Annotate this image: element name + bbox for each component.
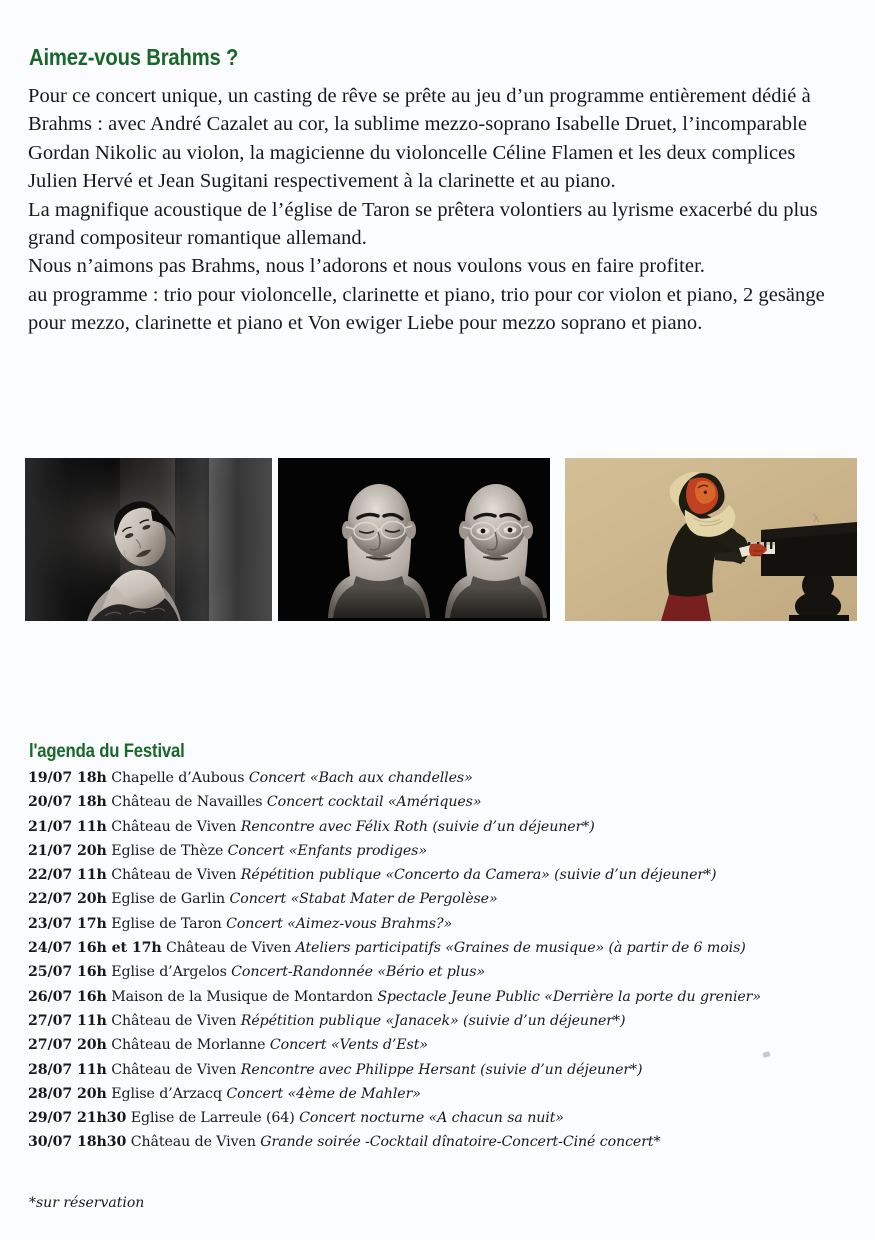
paragraph-brahms: Nous n’aimons pas Brahms, nous l’adorons et nous voulons vous en faire profiter. [28,255,705,278]
agenda-date: 19/07 18h [28,770,107,786]
photo-brahms-illustration [565,458,857,621]
agenda-date: 21/07 20h [28,842,107,859]
paragraph-programme: au programme : trio pour violoncelle, clarinette et piano, trio pour cor violon et piano, 2 gesänge pour mezzo, clarinette et piano et Von ewiger Liebe pour mezzo soprano et piano. [28,283,825,335]
agenda-date: 25/07 16h [28,964,107,981]
list-item [28,1009,850,1033]
list-item [28,1082,850,1106]
agenda-event: Rencontre avec Philippe Hersant (suivie d’un déjeuner*) [240,1061,643,1078]
list-item [28,936,850,960]
list-item [28,1106,850,1130]
photo-mezzo-soprano [25,458,272,621]
list-item [28,815,850,839]
agenda-venue: Eglise de Thèze [111,842,228,859]
list-item [28,1033,850,1057]
agenda-event: Concert «4ème de Mahler» [226,1085,421,1102]
agenda-date: 27/07 11h [28,1012,107,1029]
agenda-date: 26/07 16h [28,988,107,1005]
agenda-venue: Château de Viven [111,1061,241,1078]
agenda-event: Concert «Vents d’Est» [269,1037,428,1054]
list-item [28,839,850,863]
photo-strip [25,458,857,621]
agenda-event: Concert «Bach aux chandelles» [248,770,473,786]
agenda-event: Concert nocturne «A chacun sa nuit» [299,1110,564,1127]
agenda-event: Concert-Randonnée «Bério et plus» [231,964,486,981]
agenda-date: 24/07 16h et 17h [28,940,162,957]
agenda-venue: Chapelle d’Aubous [111,770,249,786]
agenda-event: Ateliers participatifs «Graines de musique» (à partir de 6 mois) [295,940,746,957]
agenda-date: 22/07 11h [28,867,107,884]
agenda-date: 22/07 20h [28,891,107,908]
agenda-event: Grande soirée -Cocktail dînatoire-Concert-Ciné concert* [260,1134,661,1151]
agenda-event: Rencontre avec Félix Roth (suivie d’un déjeuner*) [240,818,595,835]
agenda-venue: Château de Viven [130,1134,261,1151]
agenda-date: 28/07 11h [28,1061,107,1078]
list-item [28,863,850,887]
list-item [28,766,850,790]
agenda-date: 23/07 17h [28,915,107,932]
photo-duo-portrait [278,458,550,621]
reservation-footnote: *sur réservation [29,1195,145,1211]
agenda-venue: Eglise de Larreule (64) [130,1110,300,1127]
agenda-venue: Château de Viven [166,940,296,957]
agenda-venue: Château de Morlanne [111,1037,270,1054]
list-item [28,887,850,911]
agenda-venue: Eglise de Taron [111,915,227,932]
agenda-venue: Maison de la Musique de Montardon [111,988,378,1005]
agenda-event: Répétition publique «Concerto da Camera» (suivie d’un déjeuner*) [240,867,717,884]
agenda-venue: Château de Viven [111,867,241,884]
agenda-venue: Eglise d’Argelos [111,964,232,981]
list-item [28,790,850,814]
agenda-event: Concert «Aimez-vous Brahms?» [226,915,453,932]
agenda-date: 28/07 20h [28,1085,107,1102]
agenda-title: l'agenda du Festival [29,741,185,762]
agenda-event: Concert «Stabat Mater de Pergolèse» [229,891,498,908]
list-item [28,1058,850,1082]
agenda-date: 21/07 11h [28,818,107,835]
paragraph-acoustics: La magnifique acoustique de l’église de Taron se prêtera volontiers au lyrisme exacerbé du plus grand compositeur romantique allemand. [28,198,818,250]
agenda-venue: Eglise d’Arzacq [111,1085,227,1102]
agenda-date: 29/07 21h30 [28,1110,127,1127]
agenda-event: Spectacle Jeune Public «Derrière la porte du grenier» [377,988,761,1005]
concert-description [28,82,840,338]
agenda-date: 27/07 20h [28,1037,107,1054]
agenda-venue: Eglise de Garlin [111,891,230,908]
agenda-venue: Château de Viven [111,1012,241,1029]
agenda-list [28,766,850,1155]
agenda-date: 20/07 18h [28,794,107,811]
agenda-venue: Château de Viven [111,818,241,835]
agenda-venue: Château de Navailles [111,794,267,811]
paragraph-casting: Pour ce concert unique, un casting de rêve se prête au jeu d’un programme entièrement dédié à Brahms : avec André Cazalet au cor, la sublime mezzo-soprano Isabelle Druet, l’incomparable Gordan Nikolic au violon, la magicienne du violoncelle Céline Flamen et les deux complices Julien Hervé et Jean Sugitani respectivement à la clarinette et au piano. [28,85,811,193]
agenda-event: Concert «Enfants prodiges» [227,842,427,859]
list-item [28,985,850,1009]
list-item [28,1130,850,1154]
page-title: Aimez-vous Brahms ? [29,44,239,70]
agenda-event: Répétition publique «Janacek» (suivie d’un déjeuner*) [240,1012,626,1029]
list-item [28,912,850,936]
agenda-date: 30/07 18h30 [28,1134,127,1151]
list-item [28,960,850,984]
agenda-event: Concert cocktail «Amériques» [266,794,482,811]
